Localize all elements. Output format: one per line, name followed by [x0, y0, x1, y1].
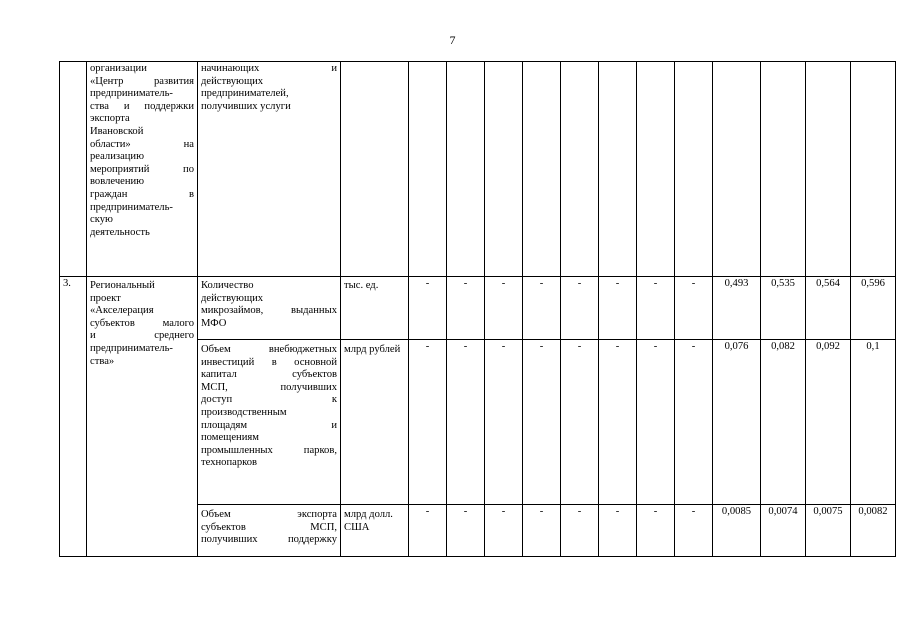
value-cell: -	[447, 340, 485, 505]
text-line: получивших поддержку	[201, 534, 337, 546]
text-line: капитал субъектов	[201, 369, 337, 381]
text-line: Объем экспорта	[201, 509, 337, 520]
value-cell: -	[637, 277, 675, 340]
indicators-table	[59, 61, 896, 557]
text-line: Ивановской	[90, 125, 144, 137]
text-line: мероприятий по	[90, 163, 194, 175]
indicator-cell	[198, 277, 341, 340]
text-line: доступ к	[201, 394, 337, 406]
text-line: помещениям	[201, 432, 259, 444]
value-cell: 0,0082	[851, 505, 896, 557]
value-cell: -	[561, 277, 599, 340]
text-line: ства»	[90, 355, 115, 367]
text-line: граждан в	[90, 188, 194, 200]
text-line: «Акселерация	[90, 305, 154, 317]
text-line: получивших услуги	[201, 100, 291, 112]
value-cell: 0,564	[806, 277, 851, 340]
value-cell: -	[523, 505, 561, 557]
event-name-cell	[87, 62, 198, 277]
row-index-cell	[60, 62, 87, 277]
value-cell: -	[637, 340, 675, 505]
text-line: области» на	[90, 138, 194, 150]
indicator-cell	[198, 505, 341, 557]
value-cell: -	[599, 277, 637, 340]
value-cell	[523, 62, 561, 277]
text-line: предприниматель-	[90, 88, 173, 100]
text-line: Объем внебюджетных	[201, 344, 337, 355]
text-line: площадям и	[201, 419, 337, 431]
text-line: проект	[90, 292, 121, 304]
value-cell: 0,076	[713, 340, 761, 505]
value-cell: 0,596	[851, 277, 896, 340]
value-cell: 0,0085	[713, 505, 761, 557]
value-cell: -	[447, 277, 485, 340]
text-line: Региональный	[90, 280, 155, 291]
value-cell: -	[675, 340, 713, 505]
value-cell	[485, 62, 523, 277]
unit-cell: млрд рублей	[341, 340, 409, 505]
text-line: скую	[90, 214, 113, 226]
value-cell: -	[409, 505, 447, 557]
value-cell	[761, 62, 806, 277]
unit-cell	[341, 62, 409, 277]
text-line: предприниматель-	[90, 342, 173, 354]
value-cell	[599, 62, 637, 277]
row-index-cell: 3.	[60, 277, 87, 557]
text-line: реализацию	[90, 151, 145, 163]
indicator-cell	[198, 62, 341, 277]
text-line: предпринимателей,	[201, 88, 289, 100]
text-line: организации	[90, 63, 147, 74]
value-cell: -	[409, 277, 447, 340]
text-line: Количество	[201, 280, 254, 291]
text-line: микрозаймов, выданных	[201, 305, 337, 317]
value-cell	[713, 62, 761, 277]
value-cell	[637, 62, 675, 277]
value-cell: -	[485, 277, 523, 340]
value-cell: -	[675, 505, 713, 557]
value-cell: 0,0075	[806, 505, 851, 557]
value-cell: -	[409, 340, 447, 505]
text-line: экспорта	[90, 113, 130, 125]
text-line: начинающих и	[201, 63, 337, 74]
value-cell: -	[447, 505, 485, 557]
value-cell: -	[675, 277, 713, 340]
value-cell: 0,535	[761, 277, 806, 340]
text-line: инвестиций в основной	[201, 356, 337, 368]
value-cell: -	[637, 505, 675, 557]
value-cell	[409, 62, 447, 277]
value-cell: 0,082	[761, 340, 806, 505]
text-line: субъектов МСП,	[201, 521, 337, 533]
value-cell	[851, 62, 896, 277]
value-cell: -	[561, 340, 599, 505]
value-cell: 0,0074	[761, 505, 806, 557]
indicator-cell	[198, 340, 341, 505]
unit-cell: тыс. ед.	[341, 277, 409, 340]
text-line: ства и поддержки	[90, 100, 194, 112]
text-line: действующих	[201, 75, 264, 87]
value-cell: -	[561, 505, 599, 557]
text-line: МСП, получивших	[201, 381, 337, 393]
value-cell: 0,1	[851, 340, 896, 505]
unit-cell: млрд долл. США	[341, 505, 409, 557]
event-name-cell	[87, 277, 198, 557]
page-number: 7	[449, 33, 456, 47]
text-line: «Центр развития	[90, 75, 194, 87]
value-cell: -	[599, 505, 637, 557]
value-cell	[675, 62, 713, 277]
text-line: вовлечению	[90, 176, 145, 188]
value-cell	[806, 62, 851, 277]
text-line: технопарков	[201, 457, 258, 469]
table-row	[60, 277, 896, 340]
text-line: промышленных парков,	[201, 444, 337, 456]
value-cell: -	[523, 277, 561, 340]
table-row	[60, 62, 896, 277]
value-cell: 0,493	[713, 277, 761, 340]
text-line: и среднего	[90, 330, 194, 342]
text-line: действующих	[201, 292, 264, 304]
text-line: МФО	[201, 317, 227, 329]
value-cell: -	[485, 340, 523, 505]
value-cell: 0,092	[806, 340, 851, 505]
value-cell	[447, 62, 485, 277]
value-cell	[561, 62, 599, 277]
value-cell: -	[485, 505, 523, 557]
text-line: производственным	[201, 406, 287, 418]
value-cell: -	[599, 340, 637, 505]
text-line: субъектов малого	[90, 317, 194, 329]
text-line: предприниматель-	[90, 201, 173, 213]
value-cell: -	[523, 340, 561, 505]
text-line: деятельность	[90, 226, 150, 238]
